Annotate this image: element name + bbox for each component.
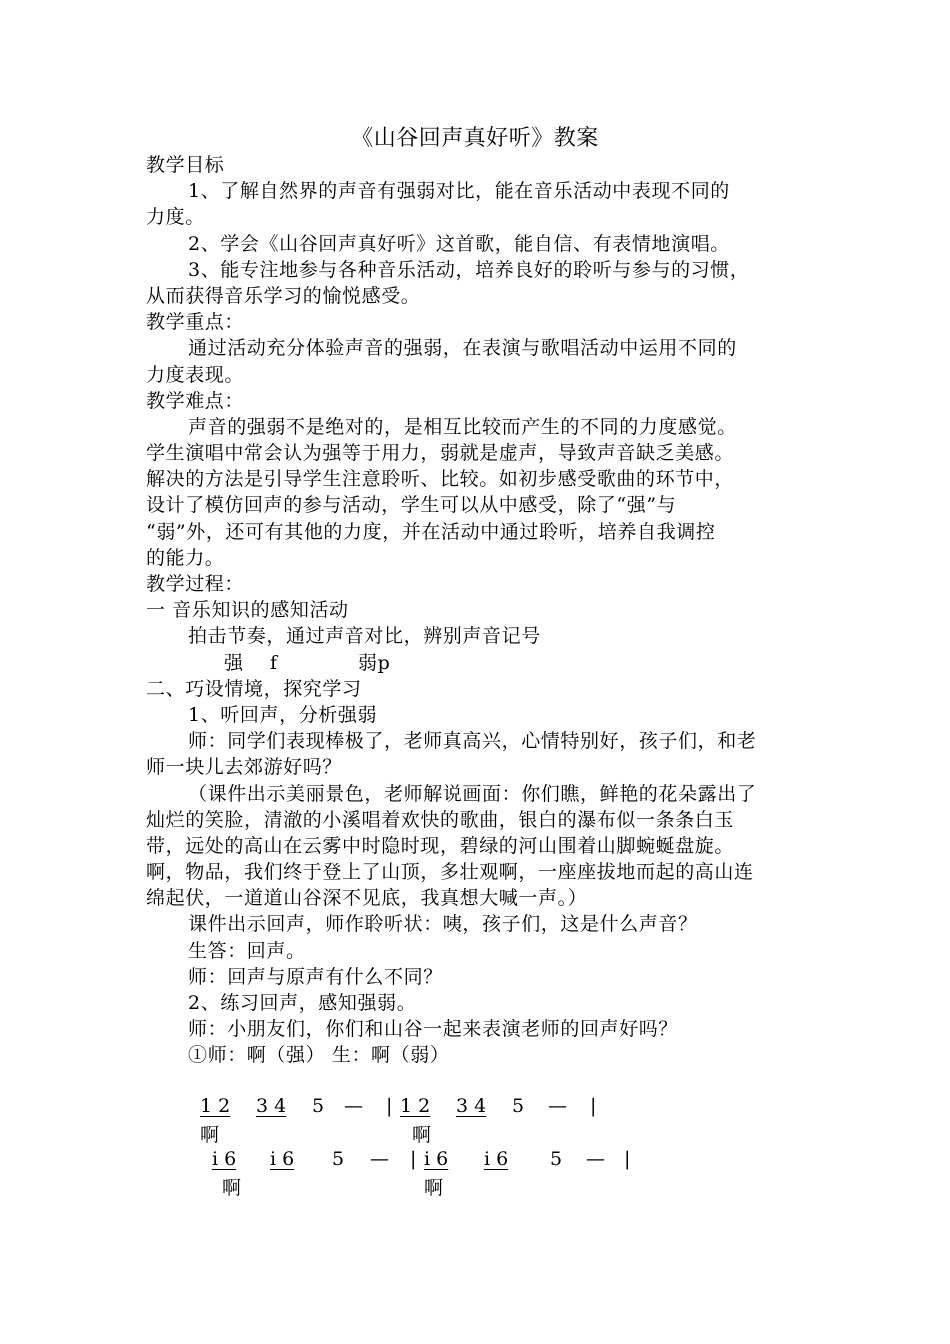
barline: |: [624, 1148, 631, 1170]
objective-3-line-1: 3、能专注地参与各种音乐活动，培养良好的聆听与参与的习惯，: [188, 258, 750, 281]
student-answer-line: 生答：回声。: [188, 939, 306, 962]
strong-label: 强: [224, 651, 244, 674]
teacher-line-1: 师：同学们表现棒极了，老师真高兴，心情特别好，孩子们，和老: [188, 730, 757, 753]
key-points-line-1: 通过活动充分体验声音的强弱，在表演与歌唱活动中运用不同的: [188, 337, 737, 360]
exercise-1-line: ①师：啊（强） 生：啊（弱）: [188, 1044, 450, 1067]
subsection-2: 2、练习回声，感知强弱。: [188, 992, 417, 1014]
document-body: [146, 152, 810, 1069]
dynamics-symbols: [146, 650, 810, 676]
page-title: 《山谷回声真好听》教案: [351, 126, 599, 151]
difficulties-line-6: 的能力。: [146, 546, 225, 569]
dash: —: [370, 1148, 389, 1170]
note: 5: [332, 1148, 345, 1170]
key-points-heading: 教学重点：: [146, 311, 245, 334]
teacher-invite-line: 师：小朋友们，你们和山谷一起来表演老师的回声好吗？: [188, 1018, 679, 1041]
lyric: 啊: [222, 1177, 242, 1199]
dash: —: [586, 1148, 605, 1170]
subsection-1: 1、听回声，分析强弱: [188, 703, 378, 726]
note-group: i 6: [212, 1148, 237, 1170]
note-group: 3 4: [456, 1095, 487, 1117]
dash: —: [548, 1095, 567, 1117]
note: 5: [312, 1095, 325, 1117]
scene-line-4: 啊，物品，我们终于登上了山顶，多壮观啊，一座座拔地而起的高山连: [146, 861, 754, 884]
difficulties-line-3: 解决的方法是引导学生注意聆听、比较。如初步感受歌曲的环节中，: [146, 468, 735, 491]
difficulties-line-5: “弱”外，还可有其他的力度，并在活动中通过聆听，培养自我调控: [146, 520, 716, 543]
lyric: 啊: [200, 1124, 220, 1146]
notation-row-2: [0, 1146, 950, 1172]
lyric: 啊: [424, 1177, 444, 1199]
note: 5: [512, 1095, 525, 1117]
difficulties-heading: 教学难点：: [146, 389, 245, 412]
objective-3-line-2: 从而获得音乐学习的愉悦感受。: [146, 284, 421, 307]
teacher-line-2: 师一块儿去郊游好吗？: [146, 756, 343, 779]
section-2-heading: 二、巧设情境，探究学习: [146, 677, 362, 700]
section-1-line: 拍击节奏，通过声音对比，辨别声音记号: [188, 625, 541, 648]
objective-2: 2、学会《山谷回声真好听》这首歌，能自信、有表情地演唱。: [188, 232, 730, 255]
barline: |: [590, 1095, 597, 1117]
barline: |: [410, 1148, 417, 1170]
note-group: i 6: [484, 1148, 509, 1170]
objective-1-line-2: 力度。: [146, 206, 205, 229]
note-group: 1 2: [200, 1095, 231, 1117]
objectives-heading: 教学目标: [146, 154, 225, 176]
courseware-echo-line: 课件出示回声，师作聆听状：咦，孩子们，这是什么声音？: [188, 913, 698, 936]
scene-line-3: 带，远处的高山在云雾中时隐时现，碧绿的河山围着山脚蜿蜒盘旋。: [146, 834, 735, 857]
note: 5: [550, 1148, 563, 1170]
objective-1-line-1: 1、了解自然界的声音有强弱对比，能在音乐活动中表现不同的: [188, 180, 730, 203]
barline: |: [386, 1095, 393, 1117]
dash: —: [344, 1095, 363, 1117]
scene-line-1: （课件出示美丽景色，老师解说画面：你们瞧，鲜艳的花朵露出了: [188, 782, 757, 805]
process-heading: 教学过程：: [146, 573, 245, 595]
note-group: 3 4: [256, 1095, 287, 1117]
note-group: 1 2: [400, 1095, 431, 1117]
lyric: 啊: [412, 1124, 432, 1146]
teacher-question-line: 师：回声与原声有什么不同？: [188, 965, 443, 988]
difficulties-line-1: 声音的强弱不是绝对的，是相互比较而产生的不同的力度感觉。: [188, 415, 737, 438]
difficulties-line-4: 设计了模仿回声的参与活动，学生可以从中感受，除了“强”与: [146, 494, 677, 517]
note-group: i 6: [270, 1148, 295, 1170]
weak-label: 弱p: [358, 651, 391, 674]
notation-row-1: [0, 1093, 950, 1119]
scene-line-5: 绵起伏，一道道山谷深不见底，我真想大喊一声。）: [146, 887, 588, 910]
note-group: i 6: [424, 1148, 449, 1170]
section-1-heading: 一 音乐知识的感知活动: [146, 599, 349, 622]
difficulties-line-2: 学生演唱中常会认为强等于用力，弱就是虚声，导致声音缺乏美感。: [146, 442, 735, 465]
forte-symbol: f: [270, 651, 278, 674]
key-points-line-2: 力度表现。: [146, 363, 245, 386]
scene-line-2: 灿烂的笑脸，清澈的小溪唱着欢快的歌曲，银白的瀑布似一条条白玉: [146, 808, 735, 831]
